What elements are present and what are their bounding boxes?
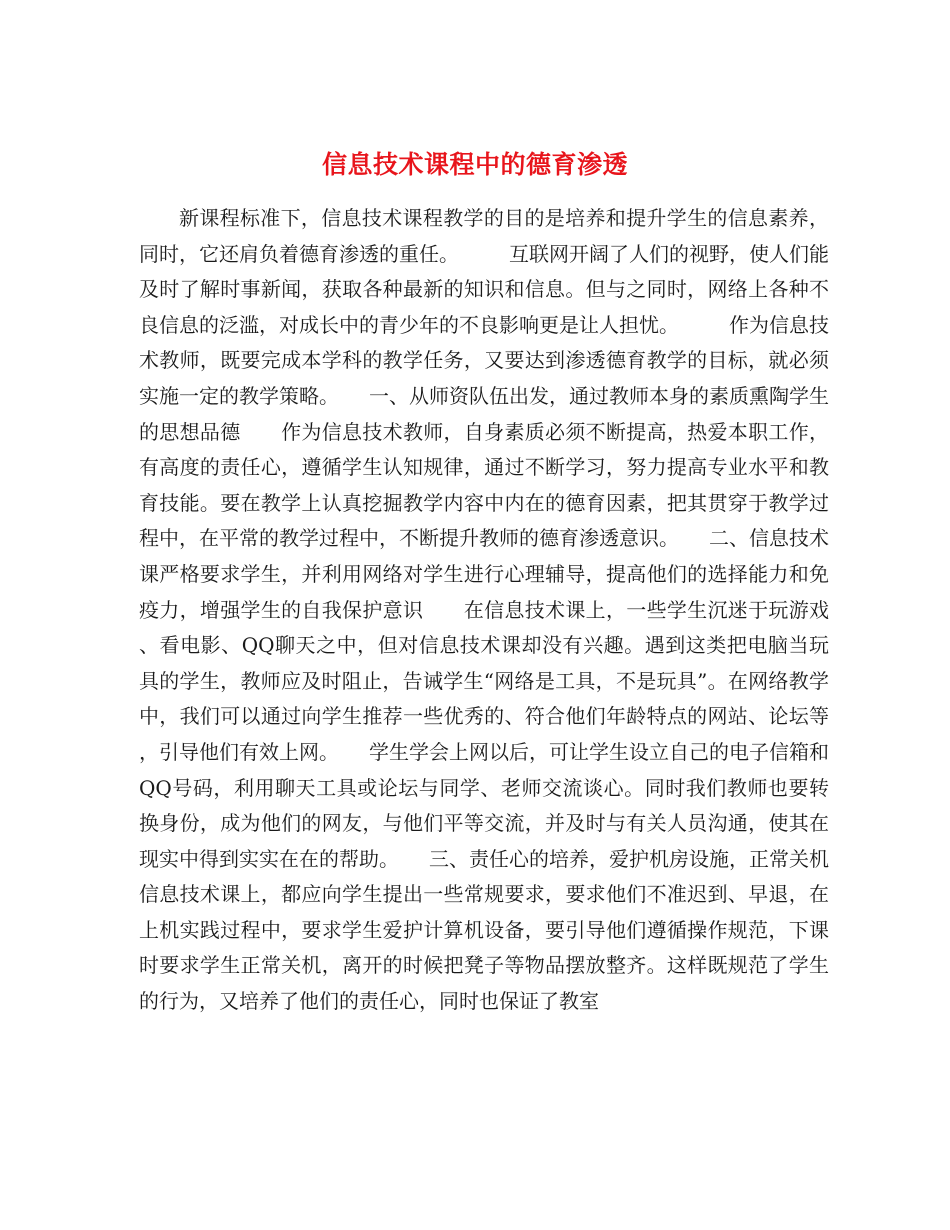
document-body-paragraph: 新课程标准下，信息技术课程教学的目的是培养和提升学生的信息素养，同时，它还肩负着德育渗透的重任。 互联网开阔了人们的视野，使人们能及时了解时事新闻，获取各种最新的知识和信息。但与之同时，网络上各种不良信息的泛滥，对成长中的青少年的不良影响更是让人担忧。 作为信息技术教师，既要完成本学科的教学任务，又要达到渗透德育教学的目标，就必须实施一定的教学策略。 一、从师资队伍出发，通过教师本身的素质熏陶学生的思想品德 作为信息技术教师，自身素质必须不断提高，热爱本职工作，有高度的责任心，遵循学生认知规律，通过不断学习，努力提高专业水平和教育技能。要在教学上认真挖掘教学内容中内在的德育因素，把其贯穿于教学过程中，在平常的教学过程中，不断提升教师的德育渗透意识。 二、信息技术课严格要求学生，并利用网络对学生进行心理辅导，提高他们的选择能力和免疫力，增强学生的自我保护意识 在信息技术课上，一些学生沉迷于玩游戏、看电影、QQ聊天之中，但对信息技术课却没有兴趣。遇到这类把电脑当玩具的学生，教师应及时阻止，告诫学生“网络是工具，不是玩具”。在网络教学中，我们可以通过向学生推荐一些优秀的、符合他们年龄特点的网站、论坛等，引导他们有效上网。 学生学会上网以后，可让学生设立自己的电子信箱和QQ号码，利用聊天工具或论坛与同学、老师交流谈心。同时我们教师也要转换身份，成为他们的网友，与他们平等交流，并及时与有关人员沟通，使其在现实中得到实实在在的帮助。 三、责任心的培养，爱护机房设施，正常关机 信息技术课上，都应向学生提出一些常规要求，要求他们不准迟到、早退，在上机实践过程中，要求学生爱护计算机设备，要引导他们遵循操作规范，下课时要求学生正常关机，离开的时候把凳子等物品摆放整齐。这样既规范了学生的行为，又培养了他们的责任心，同时也保证了教室 — [139, 206, 869, 1014]
document-title: 信息技术课程中的德育渗透 — [321, 149, 628, 179]
